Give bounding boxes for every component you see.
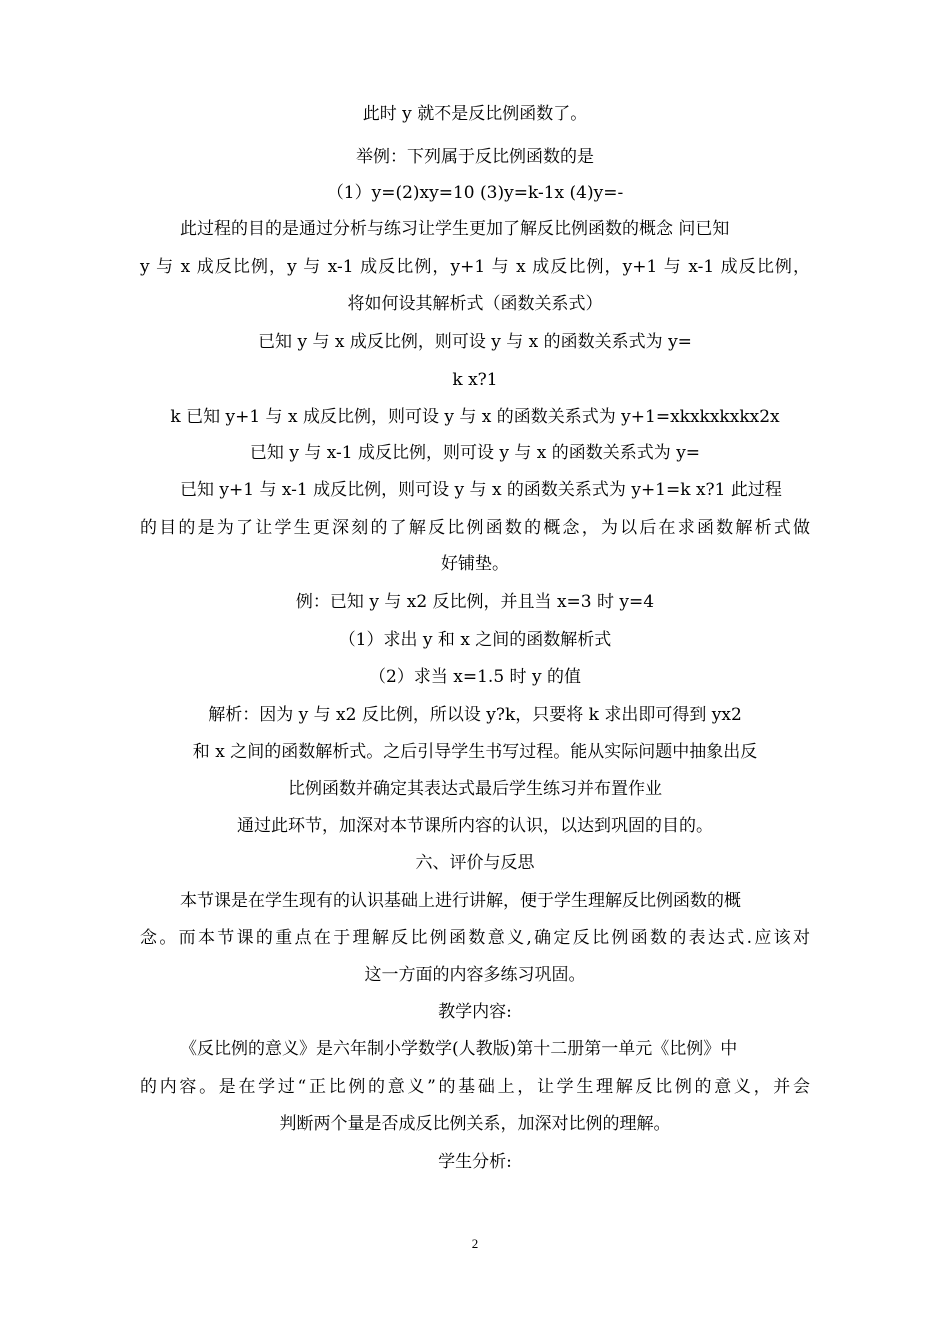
subheading: 教学内容: (438, 1002, 512, 1022)
text-line: （2）求当 x=1.5 时 y 的值 (369, 667, 581, 687)
text-line: 举例：下列属于反比例函数的是 (356, 147, 594, 167)
text-line: 好铺垫。 (441, 554, 509, 574)
text-line: 已知 y 与 x 成反比例，则可设 y 与 x 的函数关系式为 y= (258, 332, 692, 352)
text-line: 已知 y 与 x-1 成反比例，则可设 y 与 x 的函数关系式为 y= (249, 443, 701, 463)
text-line: 的目的是为了让学生更深刻的了解反比例函数的概念，为以后在求函数解析式做 (140, 518, 810, 538)
text-line: 和 x 之间的函数解析式。之后引导学生书写过程。能从实际问题中抽象出反 (192, 742, 758, 762)
section-heading: 六、评价与反思 (415, 853, 535, 873)
text-line: 比例函数并确定其表达式最后学生练习并布置作业 (288, 779, 662, 799)
text-line: y 与 x 成反比例，y 与 x-1 成反比例，y+1 与 x 成反比例，y+1 与 x-1 成反比例， (140, 257, 810, 277)
text-line: （1）y=(2)xy=10 (3)y=k-1x (4)y=- (326, 183, 624, 203)
text-line: 解析：因为 y 与 x2 反比例，所以设 y?k，只要将 k 求出即可得到 yx2 (208, 705, 742, 725)
text-line: 判断两个量是否成反比例关系，加深对比例的理解。 (279, 1114, 671, 1134)
text-line: 例：已知 y 与 x2 反比例，并且当 x=3 时 y=4 (295, 592, 655, 612)
text-line: k 已知 y+1 与 x 成反比例，则可设 y 与 x 的函数关系式为 y+1=xkxkxkxkx2x (170, 407, 780, 427)
subheading: 学生分析: (438, 1152, 512, 1172)
text-line: 将如何设其解析式（函数关系式） (347, 294, 603, 314)
text-line: 本节课是在学生现有的认识基础上进行讲解，便于学生理解反比例函数的概 (180, 891, 741, 911)
text-line: 此过程的目的是通过分析与练习让学生更加了解反比例函数的概念 问已知 (180, 219, 730, 239)
text-line: （1）求出 y 和 x 之间的函数解析式 (338, 630, 612, 650)
text-line: 念。而本节课的重点在于理解反比例函数意义,确定反比例函数的表达式.应该对 (140, 928, 810, 948)
text-line: 这一方面的内容多练习巩固。 (364, 965, 586, 985)
text-line: 此时 y 就不是反比例函数了。 (362, 104, 588, 124)
text-line: k x?1 (452, 370, 498, 390)
page-number: 2 (471, 1236, 479, 1251)
text-line: 的内容。是在学过“正比例的意义”的基础上，让学生理解反比例的意义，并会 (140, 1077, 810, 1097)
text-line: 已知 y+1 与 x-1 成反比例，则可设 y 与 x 的函数关系式为 y+1=k x?1 此过程 (180, 480, 782, 500)
text-line: 《反比例的意义》是六年制小学数学(人教版)第十二册第一单元《比例》中 (180, 1039, 738, 1059)
text-line: 通过此环节，加深对本节课所内容的认识，以达到巩固的目的。 (237, 816, 713, 836)
